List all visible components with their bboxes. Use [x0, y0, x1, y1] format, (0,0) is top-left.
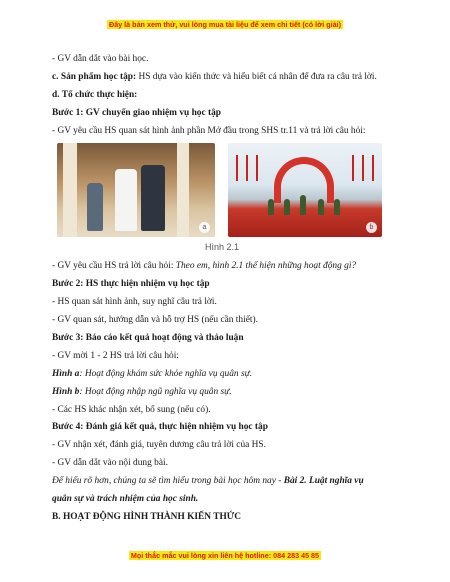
text-line [52, 258, 412, 276]
text-line: - GV dẫn dắt vào nội dung bài. [52, 458, 168, 469]
answer-text: : Hoạt động khám sức khỏe nghĩa vụ quân sự. [79, 368, 253, 379]
document-body [52, 51, 412, 527]
hotline-banner-text: Mọi thắc mắc vui lòng xin liên hệ hotline: 084 283 45 85 [130, 551, 320, 560]
figure-tag-b: b [366, 222, 377, 233]
preview-banner-text: Đây là bản xem thử, vui lòng mua tài liệu để xem chi tiết (có lời giải) [109, 20, 341, 29]
answer-label: Hình b [52, 386, 80, 397]
step-heading: Bước 2: HS thực hiện nhiệm vụ học tập [52, 279, 210, 290]
lesson-title-cont: quân sự và trách nhiệm của học sinh. [52, 494, 199, 505]
bold-label: c. Sản phẩm học tập: [52, 71, 137, 82]
text-line: - GV mời 1 - 2 HS trả lời câu hỏi: [52, 350, 179, 361]
text-line [52, 69, 412, 87]
hotline-banner [0, 545, 450, 560]
section-heading-b: B. HOẠT ĐỘNG HÌNH THÀNH KIẾN THỨC [52, 511, 242, 522]
step-heading: Bước 3: Báo cáo kết quả hoạt động và thảo luận [52, 333, 244, 344]
text-line: - GV yêu cầu HS quan sát hình ảnh phần Mở đầu trong SHS tr.11 và trả lời câu hỏi: [52, 125, 366, 136]
text-line: - GV nhận xét, đánh giá, tuyên dương câu trả lời của HS. [52, 440, 266, 451]
figure-2-1 [52, 143, 412, 255]
text-line: - GV quan sát, hướng dẫn và hỗ trợ HS (nếu cần thiết). [52, 315, 258, 326]
figure-caption: Hình 2.1 [204, 242, 240, 253]
intro-line [52, 473, 412, 491]
text-run: - GV yêu cầu HS trả lời câu hỏi: [52, 261, 176, 272]
step-heading: Bước 4: Đánh giá kết quả, thực hiện nhiệm vụ học tập [52, 422, 268, 433]
step-heading: Bước 1: GV chuyển giao nhiệm vụ học tập [52, 107, 221, 118]
photo-medical-checkup [57, 143, 215, 237]
answer-line [52, 384, 412, 402]
section-heading: d. Tổ chức thực hiện: [52, 89, 138, 100]
text-line: - HS quan sát hình ảnh, suy nghĩ câu trả lời. [52, 297, 217, 308]
question-text: Theo em, hình 2.1 thể hiện những hoạt động gì? [175, 261, 357, 272]
figure-tag-a: a [199, 222, 210, 233]
lesson-title: Bài 2. Luật nghĩa vụ [283, 476, 364, 487]
answer-line [52, 366, 412, 384]
text-run: HS dựa vào kiến thức và hiểu biết cá nhân để đưa ra câu trả lời. [136, 71, 377, 82]
answer-text: : Hoạt động nhập ngũ nghĩa vụ quân sự. [79, 386, 232, 397]
intro-text: Để hiểu rõ hơn, chúng ta sẽ tìm hiểu trong bài học hôm nay - [52, 476, 284, 487]
text-line: - GV dẫn dắt vào bài học. [52, 54, 149, 64]
answer-label: Hình a [52, 368, 80, 379]
preview-banner [0, 14, 450, 29]
photo-military-enlistment [228, 143, 382, 237]
text-line: - Các HS khác nhận xét, bổ sung (nếu có). [52, 404, 211, 415]
